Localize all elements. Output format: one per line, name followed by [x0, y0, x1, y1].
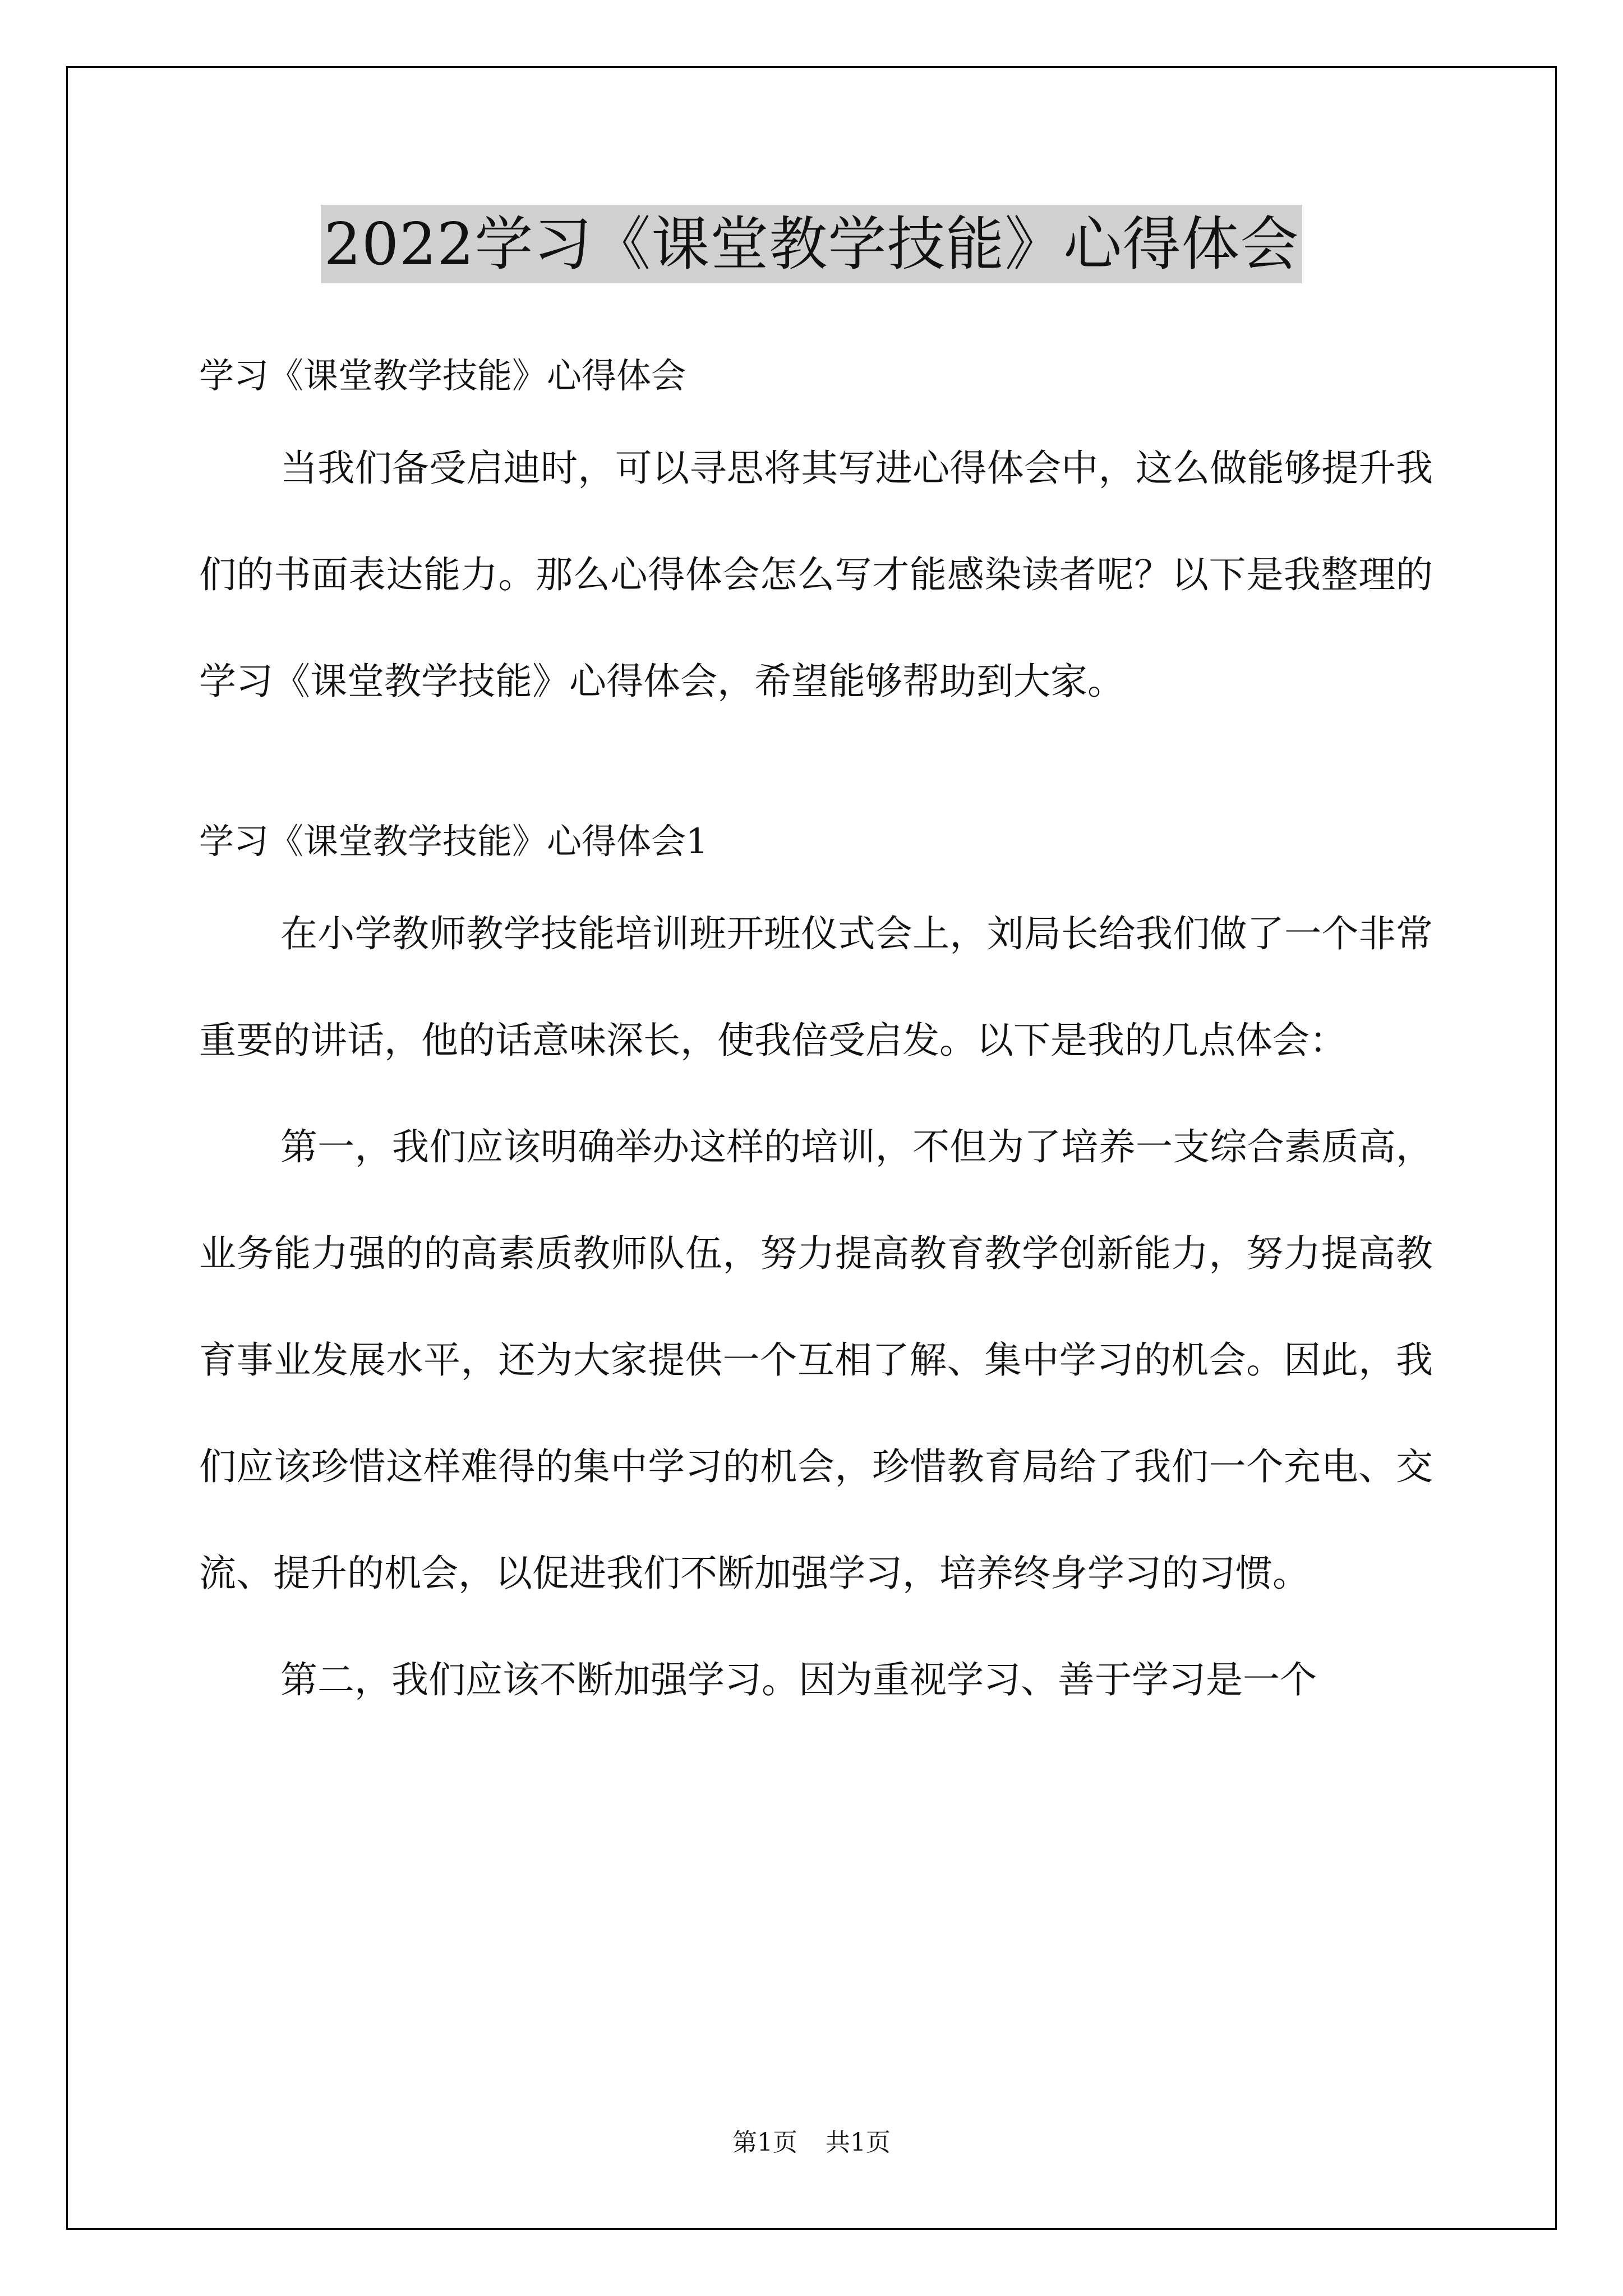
body-paragraph: 第二，我们应该不断加强学习。因为重视学习、善于学习是一个	[280, 1658, 1317, 1701]
section-spacer	[199, 735, 1433, 802]
page-total: 共1页	[826, 2128, 891, 2157]
title-container	[0, 205, 1623, 283]
section-heading: 学习《课堂教学技能》心得体会1	[199, 821, 708, 862]
document-body	[199, 337, 1433, 1733]
body-paragraph: 第一，我们应该明确举办这样的培训，不但为了培养一支综合素质高，业务能力强的的高素质教师队伍，努力提高教育教学创新能力，努力提高教育事业发展水平，还为大家提供一个互相了解、集中学习的机会。因此，我们应该珍惜这样难得的集中学习的机会，珍惜教育局给了我们一个充电、交流、提升的机会，以促进我们不断加强学习，培养终身学习的习惯。	[199, 1125, 1433, 1595]
document-title: 2022学习《课堂教学技能》心得体会	[321, 205, 1303, 283]
page-footer	[0, 2126, 1623, 2160]
body-paragraph: 在小学教师教学技能培训班开班仪式会上，刘局长给我们做了一个非常重要的讲话，他的话意味深长，使我倍受启发。以下是我的几点体会：	[199, 912, 1433, 1062]
page-number: 第1页	[732, 2128, 797, 2157]
intro-paragraph: 当我们备受启迪时，可以寻思将其写进心得体会中，这么做能够提升我们的书面表达能力。那么心得体会怎么写才能感染读者呢？以下是我整理的学习《课堂教学技能》心得体会，希望能够帮助到大家。	[199, 447, 1433, 703]
intro-heading: 学习《课堂教学技能》心得体会	[199, 355, 686, 396]
